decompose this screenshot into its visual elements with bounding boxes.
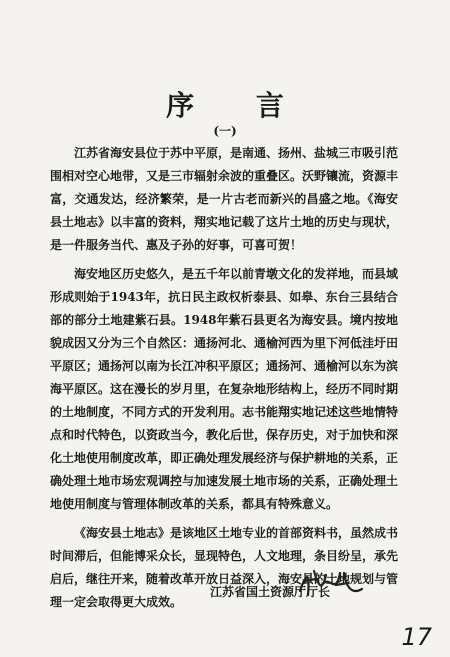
page-number: 17 (401, 623, 432, 651)
handwritten-signature (296, 565, 366, 601)
paragraph-1: 江苏省海安县位于苏中平原，是南通、扬州、盐城三市吸引范围相对空心地带，又是三市辐射余波的重叠区。沃野镶流，资源丰富，交通发达，经济繁荣，是一片古老而新兴的昌盛之地。《海安县土地志》以丰富的资料，翔实地记载了这片土地的历史与现状，是一件服务当代、惠及子孙的好事，可喜可贺！ (50, 146, 399, 252)
paragraph-3: 《海安县土地志》是该地区土地专业的首部资料书，虽然成书时间滞后，但能博采众长，显现特色，人文地理，条目纷呈，承先启后，继往开来，随着改革开放日益深入，海安县的土地规划与管理一定会取得更大成效。 (50, 526, 399, 609)
signer-title: 江苏省国土资源厅厅长 (210, 585, 331, 599)
section-number: (一) (213, 124, 237, 138)
page-title: 序 言 (166, 89, 310, 122)
preface-body (50, 142, 398, 620)
paragraph-2: 海安地区历史悠久，是五千年以前青墩文化的发祥地，而县域形成则始于1943年，抗日民主政权析泰县、如皋、东台三县结合部的部分土地建紫石县。1948年紫石县更名为海安县。境内按地貌成因又分为三个自然区：通扬河北、通榆河西为里下河低洼圩田平原区；通扬河以南为长江冲积平原区；通扬河、通榆河以东为滨海平原区。这在漫长的岁月里，在复杂地形结构上，经历不同时期的土地制度，不同方式的开发利用。志书能翔实地记述这些地情特点和时代特色，以资政当今，教化后世，保存历史，对于加快和深化土地使用制度改革，即正确处理发展经济与保护耕地的关系，正确处理土地市场宏观调控与加速发展土地市场的关系，正确处理土地使用制度与管理体制改革的关系，都具有特殊意义。 (50, 267, 399, 511)
